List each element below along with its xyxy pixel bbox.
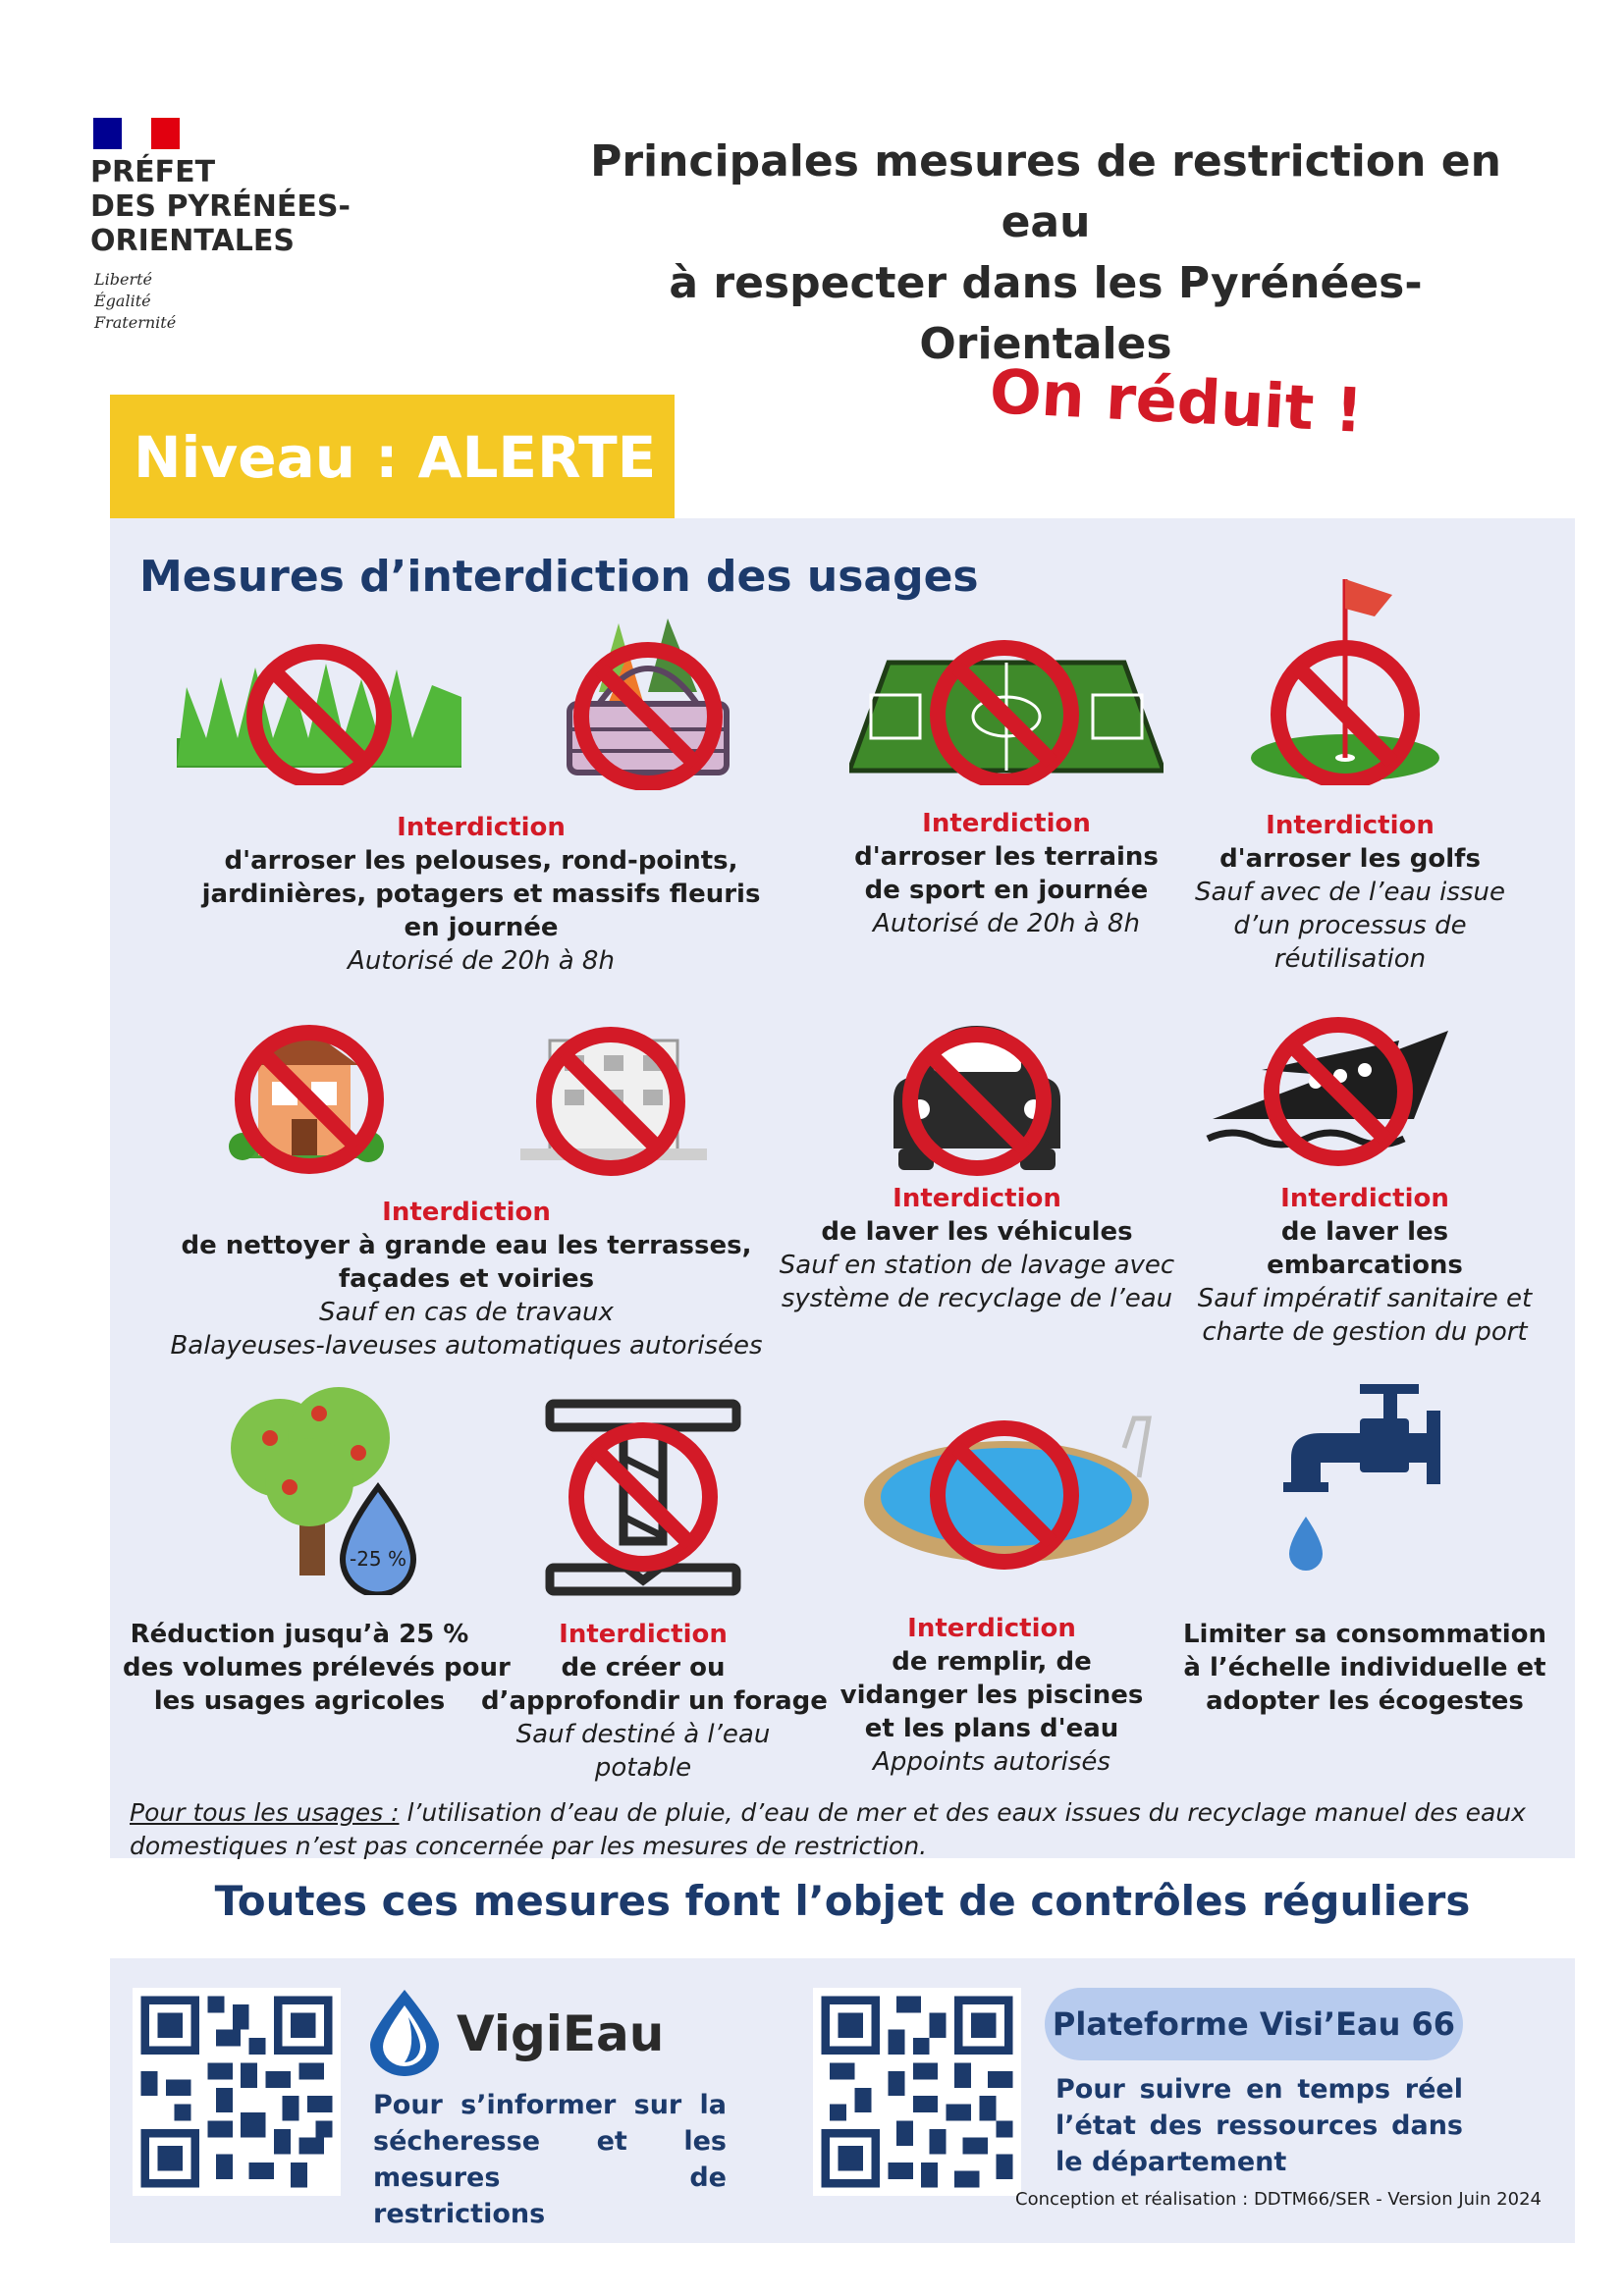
visieau-qr-code[interactable]	[813, 1988, 1021, 2196]
caption-line: de laver les	[1280, 1217, 1449, 1247]
caption-line: de remplir, de	[892, 1647, 1092, 1677]
caption-note: Sauf destiné à l’eau	[515, 1720, 771, 1749]
caption-line: adopter les écogestes	[1206, 1686, 1524, 1716]
prefet-line: DES PYRÉNÉES-	[90, 189, 351, 224]
caption-note: Balayeuses-laveuses automatiques autorisées	[170, 1331, 763, 1361]
marianne-flag-logo	[93, 118, 180, 149]
caption-note: Appoints autorisés	[873, 1747, 1110, 1777]
visieau-description: Pour suivre en temps réel l’état des ressources dans le département	[1056, 2074, 1463, 2177]
caption-line: de laver les véhicules	[821, 1217, 1133, 1247]
caption-line: embarcations	[1267, 1251, 1463, 1280]
motto-line: Égalité	[94, 292, 151, 310]
caption-line: de créer ou	[561, 1653, 726, 1682]
house-icon	[211, 1011, 398, 1178]
caption-note: système de recyclage de l’eau	[781, 1284, 1173, 1313]
caption-head: Interdiction	[922, 809, 1091, 838]
prefet-line: PRÉFET	[90, 155, 216, 189]
caption-line: d'arroser les golfs	[1219, 844, 1481, 874]
boat-icon	[1203, 1011, 1468, 1178]
caption-note: Sauf impératif sanitaire et	[1197, 1284, 1533, 1313]
title-line: Principales mesures de restriction en eau	[590, 136, 1501, 247]
caption-line: façades et voiries	[338, 1264, 595, 1294]
vegetable-basket-icon	[550, 614, 746, 790]
caption-boats	[1183, 1182, 1546, 1349]
alert-level-label: Niveau : ALERTE	[134, 424, 657, 491]
caption-sports-fields	[825, 807, 1188, 940]
panel-title: Mesures d’interdiction des usages	[139, 552, 979, 602]
note-prefix: Pour tous les usages :	[130, 1798, 400, 1827]
motto-line: Fraternité	[94, 313, 177, 332]
caption-agriculture	[123, 1618, 511, 1718]
caption-note: Sauf en station de lavage avec	[779, 1251, 1175, 1280]
faucet-icon	[1262, 1379, 1448, 1585]
swimming-pool-icon	[859, 1409, 1164, 1575]
car-icon	[879, 1011, 1075, 1178]
note-text: l’utilisation d’eau de pluie, d’eau de mer et des eaux issues du recyclage manuel des eaux domestiques n’est pas concernée par les mesures de restriction.	[130, 1798, 1526, 1860]
facade-icon	[511, 1011, 717, 1178]
golf-flag-icon	[1247, 569, 1443, 785]
qr-code-icon	[813, 1988, 1021, 2196]
credit-line: Conception et réalisation : DDTM66/SER - Version Juin 2024	[1015, 2189, 1542, 2210]
caption-line: vidanger les piscines	[839, 1681, 1144, 1710]
apple-tree-icon	[211, 1379, 427, 1595]
slogan: On réduit !	[988, 355, 1365, 447]
caption-note: Sauf en cas de travaux	[319, 1298, 614, 1327]
motto-line: Liberté	[94, 270, 152, 289]
caption-ecogestures	[1178, 1618, 1551, 1718]
caption-line: de sport en journée	[864, 876, 1149, 905]
caption-line: Réduction jusqu’à 25 %	[130, 1620, 469, 1649]
prefet-logo-text	[90, 155, 351, 258]
sports-field-icon	[849, 638, 1164, 785]
caption-note: réutilisation	[1273, 944, 1427, 974]
caption-vehicles	[776, 1182, 1178, 1315]
caption-head: Interdiction	[893, 1184, 1061, 1213]
caption-note: Sauf avec de l’eau issue	[1195, 878, 1505, 907]
caption-line: de nettoyer à grande eau les terrasses,	[181, 1231, 752, 1260]
visieau-platform-label: Plateforme Visi’Eau 66	[1045, 1988, 1463, 2060]
caption-lawns	[162, 811, 800, 978]
caption-terraces	[147, 1196, 785, 1362]
caption-line: d'arroser les pelouses, rond-points,	[224, 846, 738, 876]
title-line: à respecter dans les Pyrénées-Orientales	[669, 258, 1423, 369]
caption-pools	[839, 1612, 1144, 1779]
caption-note: d’un processus de	[1233, 911, 1467, 940]
caption-note: potable	[594, 1753, 692, 1783]
caption-line: en journée	[404, 913, 559, 942]
caption-head: Interdiction	[1280, 1184, 1449, 1213]
caption-head: Interdiction	[907, 1614, 1076, 1643]
borehole-icon	[545, 1399, 741, 1600]
caption-head: Interdiction	[397, 813, 566, 842]
alert-level-banner	[110, 395, 675, 520]
general-note	[130, 1796, 1553, 1863]
grass-icon	[177, 628, 461, 785]
vigieau-logo-text: VigiEau	[457, 2005, 665, 2062]
page-title	[550, 132, 1542, 375]
caption-line: à l’échelle individuelle et	[1183, 1653, 1546, 1682]
caption-head: Interdiction	[559, 1620, 728, 1649]
caption-note: Autorisé de 20h à 8h	[873, 909, 1140, 938]
caption-head: Interdiction	[382, 1198, 551, 1227]
vigieau-qr-code[interactable]	[133, 1988, 341, 2196]
caption-line: d'arroser les terrains	[854, 842, 1159, 872]
drop-label: -25 %	[349, 1547, 407, 1571]
caption-borehole	[481, 1618, 828, 1785]
prefet-line: ORIENTALES	[90, 224, 295, 258]
vigieau-drop-logo-icon	[365, 1988, 444, 2076]
controls-heading: Toutes ces mesures font l’objet de contrôles réguliers	[214, 1877, 1471, 1925]
caption-line: des volumes prélevés pour	[123, 1653, 511, 1682]
qr-code-icon	[133, 1988, 341, 2196]
caption-line: Limiter sa consommation	[1182, 1620, 1547, 1649]
caption-line: d’approfondir un forage	[481, 1686, 828, 1716]
caption-golfs	[1188, 809, 1512, 976]
caption-note: Autorisé de 20h à 8h	[348, 946, 615, 976]
caption-line: jardinières, potagers et massifs fleuris	[201, 880, 761, 909]
caption-head: Interdiction	[1266, 811, 1435, 840]
caption-note: charte de gestion du port	[1202, 1317, 1528, 1347]
caption-line: les usages agricoles	[153, 1686, 446, 1716]
republic-motto	[94, 269, 176, 334]
caption-line: et les plans d'eau	[864, 1714, 1119, 1743]
vigieau-description: Pour s’informer sur la sécheresse et les mesures de restrictions	[373, 2090, 727, 2229]
